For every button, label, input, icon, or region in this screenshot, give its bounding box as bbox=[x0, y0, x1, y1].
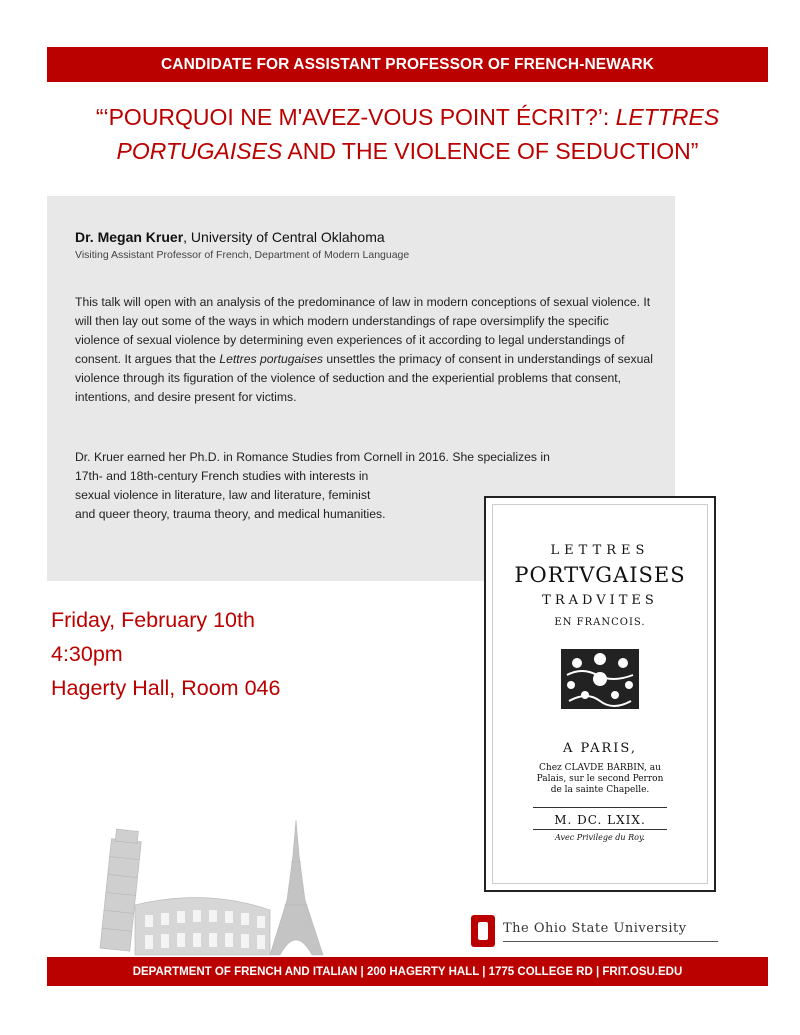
talk-title bbox=[47, 100, 768, 168]
book-publisher-line: de la sainte Chapelle. bbox=[550, 785, 650, 795]
book-publisher bbox=[493, 763, 707, 796]
osu-wordmark-rule bbox=[503, 941, 718, 942]
book-line-lettres: LETTRES bbox=[550, 543, 650, 558]
speaker-role: Visiting Assistant Professor of French, Department of Modern Language bbox=[75, 249, 410, 261]
abstract-paragraph bbox=[75, 293, 655, 407]
book-rule bbox=[533, 807, 667, 808]
book-line-portugaises: PORTVGAISES bbox=[514, 563, 686, 587]
title-part2: AND THE VIOLENCE OF SEDUCTION” bbox=[282, 138, 699, 164]
book-page-border bbox=[492, 504, 708, 884]
bio-line: sexual violence in literature, law and literature, feminist bbox=[75, 488, 371, 502]
abstract-italic: Lettres portugaises bbox=[219, 352, 323, 366]
floral-ornament-icon bbox=[557, 645, 643, 713]
abstract-before: This talk will open with an analysis of the predominance of law in modern conceptions of sexual violence. It will then lay out some of the ways in which modern understandings of rape oversimplify the specific violence of sexual violence by determining even experiences of it according to legal understandings of consent. It argues that the bbox=[75, 295, 651, 366]
bio-line: and queer theory, trauma theory, and medical humanities. bbox=[75, 507, 386, 521]
block-o-icon bbox=[468, 913, 498, 949]
european-monuments-illustration bbox=[65, 800, 355, 960]
book-line-a-paris: A PARIS, bbox=[563, 741, 637, 756]
bottom-banner: DEPARTMENT OF FRENCH AND ITALIAN | 200 HAGERTY HALL | 1775 COLLEGE RD | FRIT.OSU.EDU bbox=[47, 957, 768, 986]
book-privilege: Avec Privilege du Roy. bbox=[555, 833, 645, 842]
title-italic1: LETTRES bbox=[615, 104, 720, 130]
bio-line: 17th- and 18th-century French studies with interests in bbox=[75, 469, 369, 483]
top-banner: CANDIDATE FOR ASSISTANT PROFESSOR OF FRENCH-NEWARK bbox=[47, 47, 768, 82]
book-line-en-francois: EN FRANCOIS. bbox=[554, 617, 646, 628]
speaker-name: Dr. Megan Kruer bbox=[75, 229, 184, 245]
event-date: Friday, February 10th bbox=[51, 608, 255, 632]
event-location: Hagerty Hall, Room 046 bbox=[51, 676, 281, 700]
book-publisher-line: Chez CLAVDE BARBIN, au bbox=[539, 763, 661, 773]
speaker-affiliation: , University of Central Oklahoma bbox=[183, 229, 385, 245]
bio-line: Dr. Kruer earned her Ph.D. in Romance Studies from Cornell in 2016. She specializes in bbox=[75, 450, 550, 464]
abstract-after: unsettles the primacy of consent in understandings of sexual violence through its figuration of the violence of seduction and the experiential problems that consent, intentions, and desire present for victims. bbox=[75, 352, 653, 404]
title-italic2: PORTUGAISES bbox=[116, 138, 283, 164]
event-time: 4:30pm bbox=[51, 642, 123, 666]
event-details bbox=[51, 603, 280, 705]
osu-wordmark: The Ohio State University bbox=[503, 921, 687, 936]
speaker-line bbox=[75, 229, 385, 245]
book-line-traduites: TRADVITES bbox=[542, 593, 658, 608]
title-part1: “‘POURQUOI NE M'AVEZ-VOUS POINT ÉCRIT?’: bbox=[95, 104, 616, 130]
book-publisher-line: Palais, sur le second Perron bbox=[536, 774, 664, 784]
book-rule bbox=[533, 829, 667, 830]
book-year: M. DC. LXIX. bbox=[554, 813, 646, 827]
book-title-page-image bbox=[484, 496, 716, 892]
